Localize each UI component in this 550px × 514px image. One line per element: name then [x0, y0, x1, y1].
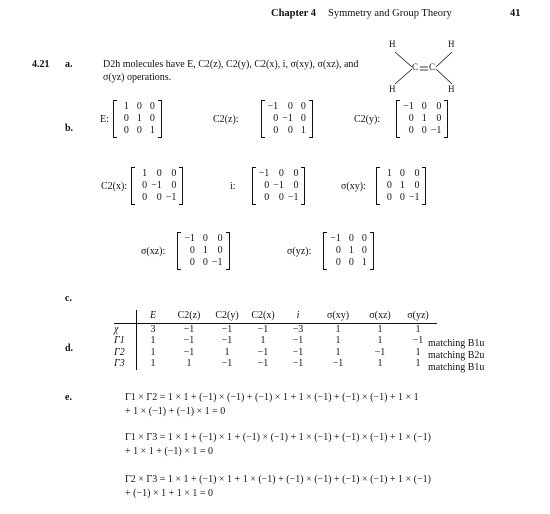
atom-h3: H [389, 84, 396, 94]
matrix-name: σ(yz): [287, 245, 312, 257]
matrix-c2z [213, 100, 313, 138]
matrix-name: C2(x): [101, 180, 128, 192]
part-e-label: e. [65, 392, 72, 403]
part-a-label: a. [65, 59, 73, 70]
table-header-row [114, 310, 437, 323]
match-gamma2: matching B2u [428, 350, 485, 361]
col-c2y: C2(y) [209, 310, 245, 323]
table-row: Γ3 1 1 −1 −1 −1 −1 1 1 [114, 358, 421, 369]
matrix-bracket: 1 0 0 0 1 0 0 0 −1 [376, 167, 427, 205]
chapter-label: Chapter 4 [271, 8, 317, 19]
atom-c1: C [412, 62, 419, 72]
col-c2x: C2(x) [245, 310, 281, 323]
matrix-sigma-yz [287, 232, 374, 270]
col-i: i [281, 310, 315, 323]
table-row: χ 3 −1 −1 −1 −3 1 1 1 [114, 323, 421, 335]
atom-h4: H [448, 84, 455, 94]
matrix-name: σ(xz): [141, 245, 166, 257]
matrix-name: C2(z): [213, 113, 239, 125]
matrix-name: E: [100, 113, 109, 125]
matrix-name: σ(xy): [341, 180, 366, 192]
matrix-name: i: [230, 180, 236, 192]
matrix-bracket: −1 0 0 0 1 0 0 0 −1 [396, 100, 448, 138]
equation-2-line-2: + 1 × 1 + (−1) × 1 = 0 [125, 446, 213, 457]
atom-c2: C [429, 62, 436, 72]
matrix-name: C2(y): [354, 113, 381, 125]
part-d-label: d. [65, 343, 74, 354]
col-e: E [137, 310, 170, 323]
character-table [114, 310, 437, 370]
matrix-bracket: −1 0 0 0 1 0 0 0 −1 [177, 232, 229, 270]
equation-3-line-2: + (−1) × 1 + 1 × 1 = 0 [125, 488, 213, 499]
matrix-i [230, 167, 305, 205]
equation-3-line-1: Γ2 × Γ3 = 1 × 1 + (−1) × 1 + 1 × (−1) + (−1) × (−1) + (−1) × (−1) + 1 × (−1) [125, 474, 431, 485]
part-a-line2: σ(yz) operations. [103, 72, 172, 83]
equation-2-line-1: Γ1 × Γ3 = 1 × 1 + (−1) × 1 + (−1) × (−1) + 1 × (−1) + (−1) × (−1) + 1 × (−1) [125, 432, 431, 443]
ethylene-structure [380, 40, 460, 96]
matrix-bracket: 1 0 0 0 −1 0 0 0 −1 [131, 167, 183, 205]
matrix-bracket: −1 0 0 0 −1 0 0 0 1 [261, 100, 313, 138]
atom-h2: H [448, 39, 455, 49]
chapter-title: Symmetry and Group Theory [328, 8, 452, 19]
part-c-label: c. [65, 293, 72, 304]
table-row: Γ2 1 −1 1 −1 −1 1 −1 1 [114, 346, 421, 358]
matrix-bracket: −1 0 0 0 −1 0 0 0 −1 [252, 167, 306, 205]
matrix-c2x [101, 167, 183, 205]
part-a-line1: D2h molecules have E, C2(z), C2(y), C2(x), i, σ(xy), σ(xz), and [103, 59, 359, 70]
table-row: Γ1 1 −1 −1 1 −1 1 1 −1 [114, 335, 424, 346]
col-sigma-xy: σ(xy) [315, 310, 361, 323]
equation-1-line-2: + 1 × (−1) + (−1) × 1 = 0 [125, 406, 226, 417]
problem-number: 4.21 [32, 59, 50, 70]
matrix-sigma-xy [341, 167, 426, 205]
matrix-sigma-xz [141, 232, 230, 270]
match-gamma1: matching B1u [428, 338, 485, 349]
part-b-label: b. [65, 123, 74, 134]
atom-h1: H [389, 39, 396, 49]
matrix-e [100, 100, 162, 138]
matrix-bracket: −1 0 0 0 1 0 0 0 1 [323, 232, 374, 270]
page-number: 41 [510, 8, 521, 19]
col-c2z: C2(z) [169, 310, 209, 323]
col-sigma-xz: σ(xz) [361, 310, 399, 323]
equation-1-line-1: Γ1 × Γ2 = 1 × 1 + (−1) × (−1) + (−1) × 1 + 1 × (−1) + (−1) × (−1) + 1 × 1 [125, 392, 419, 403]
matrix-c2y [354, 100, 448, 138]
col-sigma-yz: σ(yz) [399, 310, 437, 323]
match-gamma3: matching B1u [428, 362, 485, 373]
matrix-bracket: 1 0 0 0 1 0 0 0 1 [113, 100, 162, 138]
